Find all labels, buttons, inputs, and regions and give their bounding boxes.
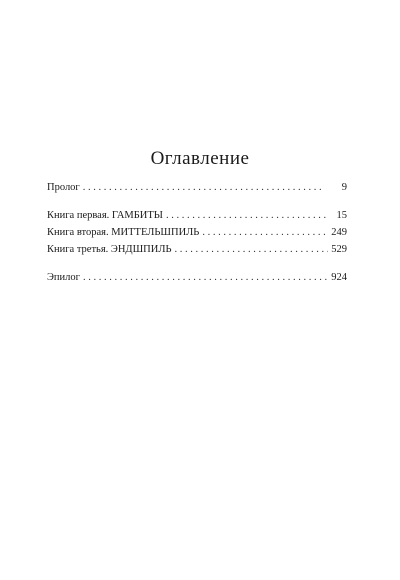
- toc-entry-book-two: [47, 227, 347, 244]
- toc-entry-page: 924: [331, 272, 347, 283]
- table-of-contents: [47, 182, 347, 289]
- toc-entry-epilogue: [47, 272, 347, 289]
- dot-leader: [175, 244, 328, 255]
- toc-entry-page: 249: [331, 227, 347, 238]
- toc-title: Оглавление: [150, 148, 250, 169]
- toc-entry-book-one: [47, 210, 347, 227]
- dot-leader: [166, 210, 328, 221]
- dot-leader: [83, 182, 323, 193]
- toc-entry-label: Книга третья. ЭНДШПИЛЬ: [47, 244, 172, 255]
- toc-entry-page: 15: [336, 210, 347, 221]
- dot-leader: [202, 227, 328, 238]
- toc-entry-label: Книга вторая. МИТТЕЛЬШПИЛЬ: [47, 227, 200, 238]
- toc-entry-prologue: [47, 182, 347, 199]
- toc-entry-page: 9: [341, 182, 347, 193]
- toc-entry-page: 529: [331, 244, 347, 255]
- toc-entry-book-three: [47, 244, 347, 261]
- dot-leader: [83, 272, 328, 283]
- toc-entry-label: Эпилог: [47, 272, 80, 283]
- toc-entry-label: Пролог: [47, 182, 80, 193]
- toc-entry-label: Книга первая. ГАМБИТЫ: [47, 210, 163, 221]
